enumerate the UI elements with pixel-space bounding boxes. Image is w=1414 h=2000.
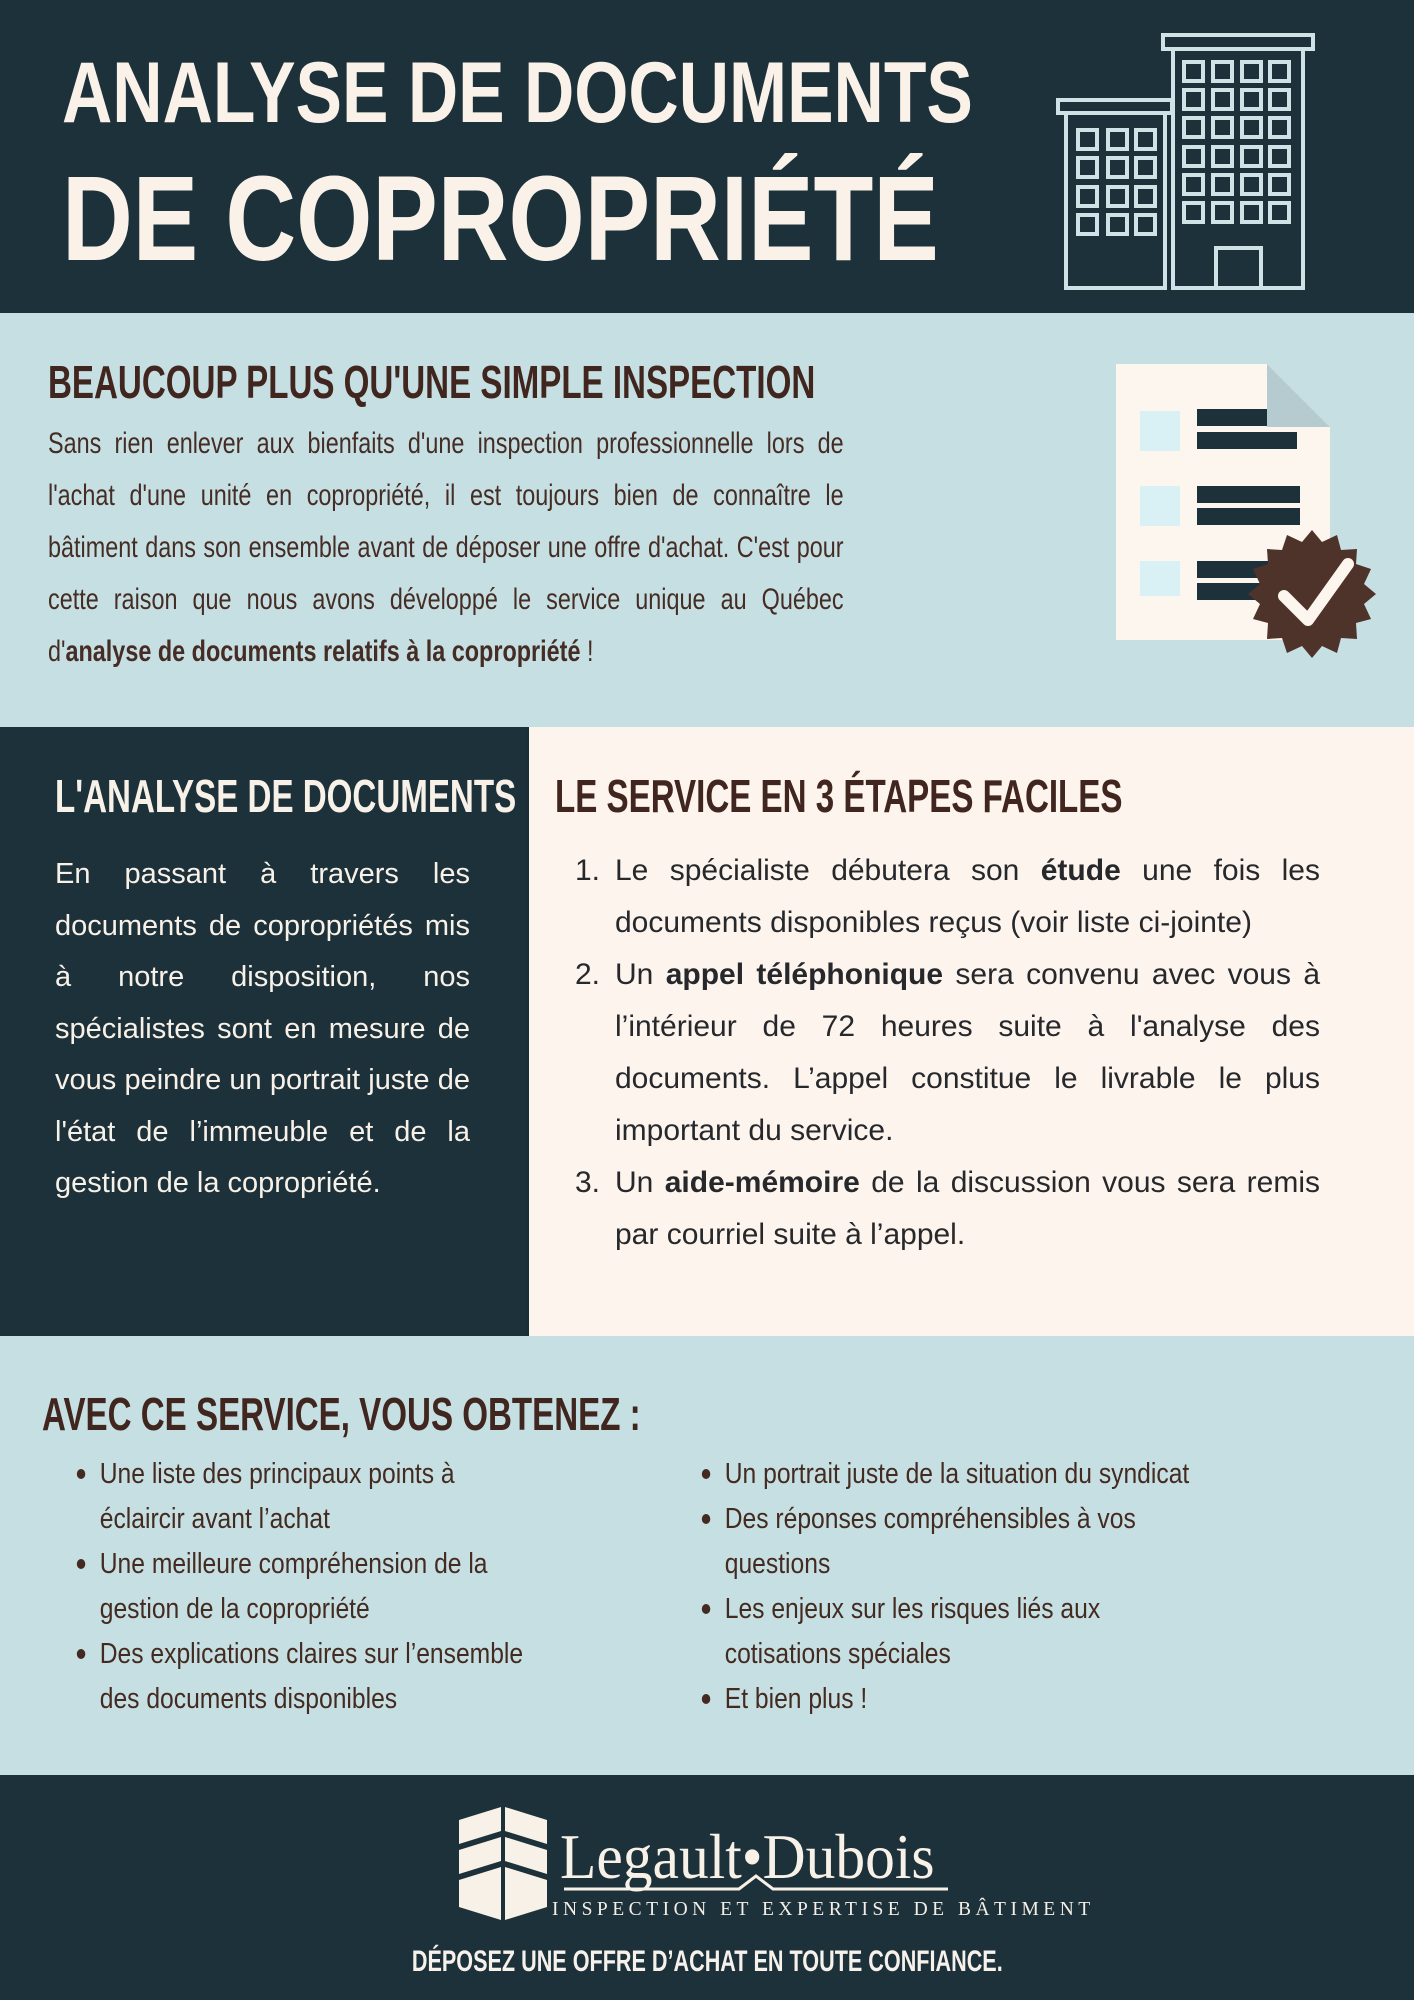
analysis-panel — [0, 727, 529, 1336]
steps-panel — [529, 727, 1414, 1336]
footer-banner — [0, 1775, 1414, 2000]
benefit-item: Une liste des principaux points à éclaircir avant l’achat — [70, 1452, 631, 1542]
step-item: 2. Un appel téléphonique sera convenu avec vous à l’intérieur de 72 heures suite à l'analyse des documents. L’appel constitue le livrable le plus important du service. — [575, 949, 1320, 1157]
benefit-item: Un portrait juste de la situation du syndicat — [695, 1452, 1375, 1497]
step-item: 3. Un aide-mémoire de la discussion vous sera remis par courriel suite à l’appel. — [575, 1157, 1320, 1261]
benefits-list-right — [695, 1452, 1375, 1722]
analysis-heading: L'ANALYSE DE DOCUMENTS — [55, 770, 517, 822]
benefit-item: Les enjeux sur les risques liés aux cotisations spéciales — [695, 1587, 1375, 1677]
steps-heading: LE SERVICE EN 3 ÉTAPES FACILES — [555, 770, 1123, 822]
benefit-item: Des explications claires sur l’ensemble des documents disponibles — [70, 1632, 631, 1722]
brand-name: Legault•Dubois — [560, 1821, 935, 1892]
benefit-item: Et bien plus ! — [695, 1677, 1375, 1722]
analysis-paragraph: En passant à travers les documents de copropriétés mis à notre disposition, nos spécialistes sont en mesure de vous peindre un portrait juste de l'état de l’immeuble et de la gestion de la copropriété. — [55, 858, 470, 1199]
benefit-item: Une meilleure compréhension de la gestion de la copropriété — [70, 1542, 631, 1632]
steps-list — [575, 845, 1320, 1261]
benefit-item: Des réponses compréhensibles à vos questions — [695, 1497, 1375, 1587]
header-banner — [0, 0, 1414, 313]
buildings-outline-icon — [1050, 30, 1320, 290]
step-item: 1. Le spécialiste débutera son étude une fois les documents disponibles reçus (voir liste ci-jointe) — [575, 845, 1320, 949]
benefits-section — [0, 1336, 1414, 1775]
intro-section — [0, 313, 1414, 727]
page-title-line1: ANALYSE DE DOCUMENTS — [62, 45, 973, 141]
benefits-heading: AVEC CE SERVICE, VOUS OBTENEZ : — [42, 1388, 641, 1440]
footer-tagline: DÉPOSEZ UNE OFFRE D’ACHAT EN TOUTE CONFIANCE. — [411, 1945, 1003, 1978]
brand-rule-icon — [562, 1873, 952, 1893]
page-title-line2: DE COPROPRIÉTÉ — [62, 150, 939, 286]
intro-paragraph: Sans rien enlever aux bienfaits d'une inspection professionnelle lors de l'achat d'une unité en copropriété, il est toujours bien de connaître le bâtiment dans son ensemble avant de déposer une offre d'achat. C'est pour cette raison que nous avons développé le service unique au Québec d'analyse de documents relatifs à la copropriété ! — [48, 427, 844, 668]
footer-tagline-row — [0, 1945, 1414, 1979]
intro-heading: BEAUCOUP PLUS QU'UNE SIMPLE INSPECTION — [48, 356, 816, 408]
benefits-list-left — [70, 1452, 631, 1722]
brand-building-icon — [458, 1803, 548, 1920]
document-checklist-icon — [1112, 358, 1382, 668]
brand-subtitle: INSPECTION ET EXPERTISE DE BÂTIMENT — [552, 1899, 1095, 1920]
